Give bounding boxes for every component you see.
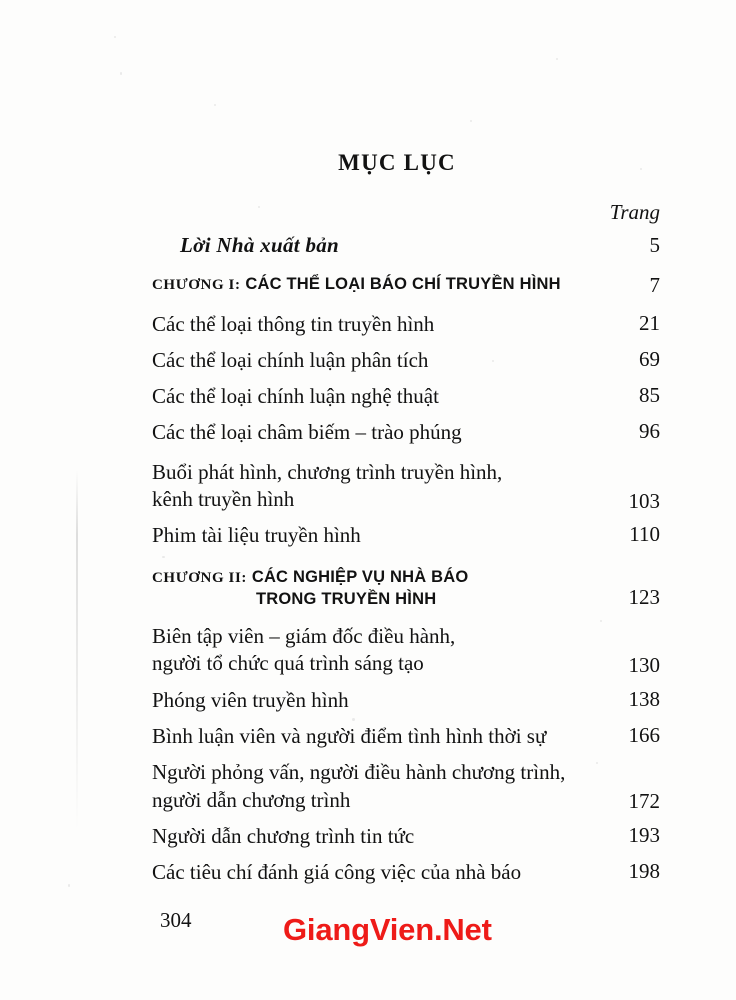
toc-entry-label-line1: Biên tập viên – giám đốc điều hành, [152,624,456,649]
toc-entry-label: Các thể loại chính luận phân tích [152,347,429,372]
scan-speck [556,58,558,60]
toc-entry-page: 5 [649,232,660,257]
toc-entry[interactable] [152,687,660,714]
toc-entry-label: Các thể loại thông tin truyền hình [152,311,435,336]
scan-speck [214,104,216,106]
toc-entry[interactable] [152,419,660,446]
toc-entry-page: 69 [639,346,660,371]
toc-entry-label: Các tiêu chí đánh giá công việc của nhà báo [152,860,522,885]
toc-entry-label: Phim tài liệu truyền hình [152,523,361,548]
toc-entry-label: Các thể loại châm biếm – trào phúng [152,420,462,445]
toc-list [152,200,660,896]
toc-entry[interactable] [152,522,660,549]
toc-entry-page: 138 [628,686,660,711]
toc-entry-page: 110 [629,522,660,547]
page-column-header-row [152,200,660,225]
toc-entry-page: 85 [639,383,660,408]
toc-entry-label [152,623,608,678]
page-title: MỤC LỤC [338,150,456,175]
toc-entry-foreword[interactable] [152,233,660,258]
toc-entry-label: Người dẫn chương trình tin tức [152,823,415,848]
chapter-title-line1: CÁC NGHIỆP VỤ NHÀ BÁO [251,567,469,586]
toc-entry-chapter-1[interactable] [152,273,660,298]
toc-entry[interactable] [152,311,660,338]
toc-entry-label-line2: người tổ chức quá trình sáng tạo [152,651,424,676]
toc-entry-page: 198 [628,859,660,884]
toc-entry-page: 21 [639,310,660,335]
chapter-title-line2: TRONG TRUYỀN HÌNH [256,589,437,608]
toc-entry[interactable] [152,759,660,814]
toc-entry-page: 103 [628,488,660,513]
toc-entry[interactable] [152,383,660,410]
toc-entry[interactable] [152,459,660,514]
scan-streak [76,470,78,830]
toc-entry-chapter-2[interactable] [152,566,660,611]
toc-entry-label-line2: kênh truyền hình [152,487,295,512]
toc-entry-page: 123 [628,585,660,610]
toc-entry[interactable] [152,823,660,850]
chapter-title: CÁC THỂ LOẠI BÁO CHÍ TRUYỀN HÌNH [245,274,561,293]
toc-entry-page: 7 [649,272,660,297]
watermark: GiangVien.Net [283,912,492,947]
toc-entry-label: Phóng viên truyền hình [152,687,349,712]
folio-page-number: 304 [160,908,192,932]
toc-entry-label [152,759,608,814]
toc-entry-label-line2: người dẫn chương trình [152,787,351,812]
scan-speck [470,120,472,122]
toc-entry-label: Các thể loại chính luận nghệ thuật [152,384,439,409]
toc-entry-page: 130 [628,652,660,677]
toc-entry-label-line1: Buổi phát hình, chương trình truyền hình, [152,459,503,484]
page-column-header: Trang [609,200,660,224]
chapter-heading [152,566,608,611]
toc-entry-label: Lời Nhà xuất bản [180,232,340,257]
toc-entry[interactable] [152,347,660,374]
toc-entry-page: 172 [628,789,660,814]
toc-entry-label [152,459,608,514]
toc-entry[interactable] [152,723,660,750]
toc-entry[interactable] [152,623,660,678]
toc-entry-page: 166 [628,723,660,748]
scan-speck [68,884,70,887]
scan-speck [120,72,122,75]
toc-entry-page: 96 [639,419,660,444]
chapter-heading [152,273,608,295]
toc-entry[interactable] [152,859,660,886]
scan-speck [114,36,116,38]
chapter-number: CHƯƠNG I: [152,276,241,293]
toc-entry-page: 193 [628,822,660,847]
toc-entry-label: Bình luận viên và người điểm tình hình thời sự [152,724,547,749]
toc-entry-label-line1: Người phỏng vấn, người điều hành chương trình, [152,760,566,785]
chapter-number: CHƯƠNG II: [152,569,248,586]
